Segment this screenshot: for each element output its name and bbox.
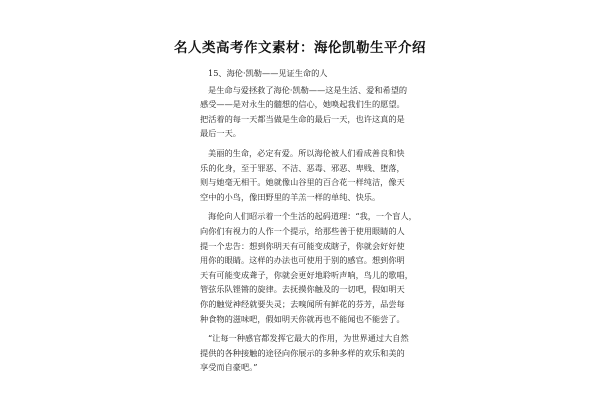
paragraph-2 <box>200 146 424 204</box>
text-line: 种食物的滋味吧，假如明天你就再也不能闻也不能尝了。 <box>200 313 405 324</box>
text-line: 用你的眼睛。这样的办法也可使用于别的感官。想到你明 <box>200 255 405 266</box>
text-line: 你的触觉神经就要失灵；去嗅闻所有鲜花的芬芳，品尝每 <box>200 298 405 309</box>
text-line: 提供的各种接触的途径向你展示的多种多样的欢乐和美的 <box>200 347 405 358</box>
text-line: 管弦乐队铿锵的旋律。去抚摸你触及的一切吧，假如明天 <box>200 284 405 295</box>
text-line: 感受——是对永生的髓想的信心，她唤起我们生的愿望。 <box>200 99 405 110</box>
paragraph-1 <box>200 83 424 141</box>
text-line: “让每一种感官都发挥它最大的作用，为世界通过大自然 <box>208 333 409 344</box>
text-line: 乐的化身，至于罪恶、不洁、恶毒、邪恶、卑贱、堕落， <box>200 162 405 173</box>
document-title: 名人类高考作文素材：海伦凯勒生平介绍 <box>174 40 426 56</box>
text-line: 则与她毫无相干。她就像山谷里的百合花一样纯洁，像天 <box>200 177 405 188</box>
paragraph-4 <box>200 331 424 375</box>
text-line: 最后一天。 <box>200 128 241 139</box>
text-line: 向你们有视力的人作一个提示，给那些善于使用眼睛的人 <box>200 225 405 236</box>
article-body <box>200 66 424 380</box>
section-heading: 15、海伦·凯勒——见证生命的人 <box>208 68 328 78</box>
text-line: 是生命与爱拯救了海伦·凯勒——这是生活、爱和希望的 <box>208 84 408 95</box>
text-line: 空中的小鸟，像田野里的羊羔一样的单纯、快乐。 <box>200 191 381 202</box>
text-line: 天有可能变成聋子，你就会更好地聆听声响，鸟儿的歌唱， <box>200 269 413 280</box>
text-line: 提一个忠告：想到你明天有可能变成瞎子，你就会好好使 <box>200 240 405 251</box>
text-line: 享受而自豪吧。” <box>200 362 258 373</box>
text-line: 把活着的每一天都当做是生命的最后一天，也许这真的是 <box>200 113 405 124</box>
text-line: 海伦向人们昭示着一个生活的起码道理：“我，一个盲人， <box>208 211 417 222</box>
paragraph-3 <box>200 209 424 326</box>
text-line: 美丽的生命，必定有爱。所以海伦被人们看成善良和快 <box>208 147 405 158</box>
